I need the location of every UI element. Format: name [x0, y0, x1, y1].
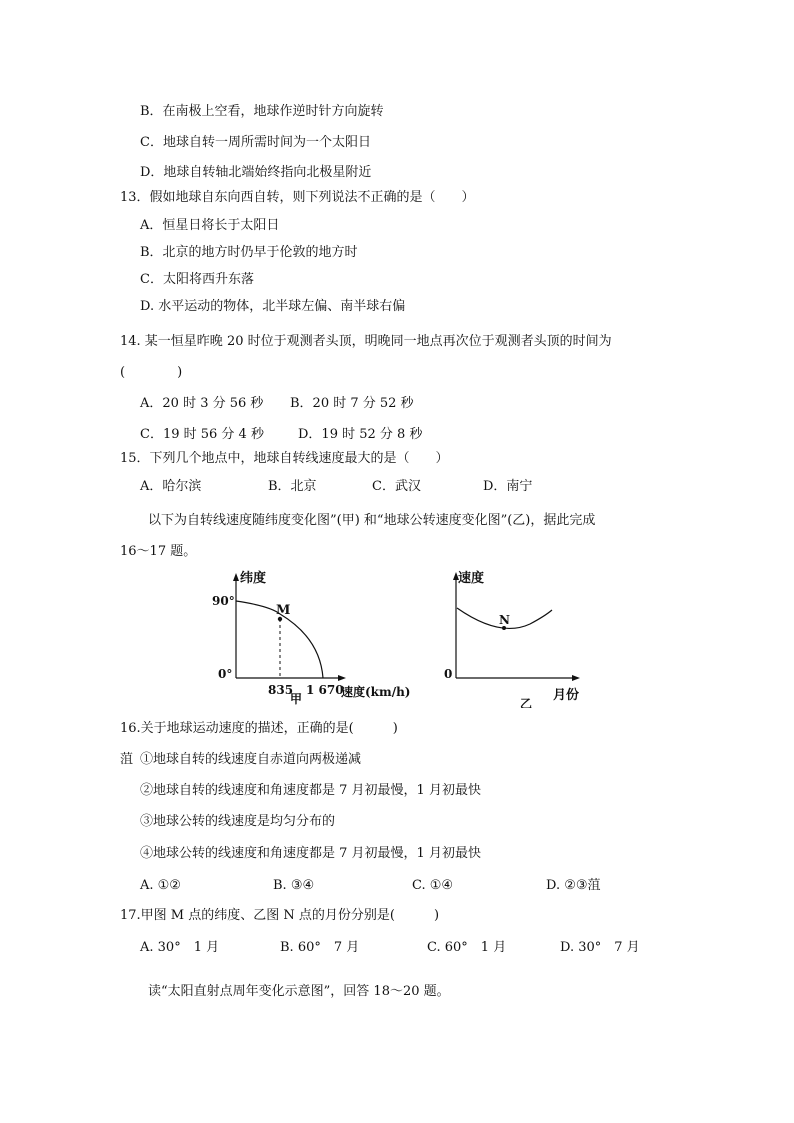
- q12-option-c: C．地球自转一周所需时间为一个太阳日: [140, 135, 371, 150]
- q15-stem: 15．下列几个地点中，地球自转线速度最大的是（ ）: [120, 451, 449, 466]
- q12-option-b: B．在南极上空看，地球作逆时针方向旋转: [140, 104, 384, 119]
- q16-option-d: D. ②③菹: [546, 878, 601, 893]
- intro-18-20: 读“太阳直射点周年变化示意图”，回答 18～20 题。: [148, 984, 450, 999]
- yi-origin: 0: [444, 667, 453, 681]
- jia-tick-1670: 1 670: [306, 682, 344, 697]
- yi-x-arrow: [572, 675, 580, 681]
- q14-option-d: D．19 时 52 分 8 秒: [298, 427, 423, 442]
- jia-xlabel: 速度(km/h): [341, 684, 410, 699]
- q13-stem: 13．假如地球自东向西自转，则下列说法不正确的是（ ）: [120, 190, 475, 205]
- q16-s1-prefix: 菹: [120, 752, 134, 767]
- jia-y-bottom: 0°: [218, 667, 233, 681]
- q17-option-c: C. 60° 1 月: [427, 940, 507, 955]
- yi-caption: 乙: [520, 697, 533, 708]
- q13-option-d: D. 水平运动的物体，北半球左偏、南半球右偏: [140, 299, 406, 314]
- figure-yi: [440, 568, 590, 708]
- jia-m-label: M: [276, 603, 291, 618]
- figure-jia: [210, 568, 410, 708]
- q13-option-b: B．北京的地方时仍早于伦敦的地方时: [140, 245, 358, 260]
- q17-option-b: B. 60° 7 月: [280, 940, 360, 955]
- yi-n-label: N: [499, 613, 510, 627]
- q14-option-c: C．19 时 56 分 4 秒: [140, 427, 264, 442]
- q17-option-a: A. 30° 1 月: [140, 940, 220, 955]
- q12-option-d: D．地球自转轴北端始终指向北极星附近: [140, 165, 372, 180]
- q14-option-b: B．20 时 7 分 52 秒: [290, 396, 414, 411]
- q15-option-a: A．哈尔滨: [140, 479, 202, 494]
- intro-16-17-line1: 以下为自转线速度随纬度变化图”(甲) 和“地球公转速度变化图”(乙)，据此完成: [148, 513, 596, 528]
- q15-option-d: D．南宁: [483, 479, 533, 494]
- jia-y-top: 90°: [212, 594, 235, 608]
- q15-option-b: B．北京: [268, 479, 317, 494]
- jia-y-arrow: [233, 573, 239, 581]
- jia-ylabel: 纬度: [240, 571, 267, 586]
- q16-option-b: B. ③④: [273, 878, 315, 893]
- q13-option-a: A．恒星日将长于太阳日: [140, 218, 280, 233]
- q16-statement-2: ②地球自转的线速度和角速度都是 7 月初最慢，1 月初最快: [140, 783, 481, 798]
- q14-option-a: A．20 时 3 分 56 秒: [140, 396, 264, 411]
- q13-option-c: C．太阳将西升东落: [140, 272, 254, 287]
- yi-ylabel: 速度: [458, 571, 485, 586]
- intro-16-17-line2: 16～17 题。: [120, 544, 197, 559]
- jia-tick-835: 835: [268, 682, 294, 697]
- q16-statement-4: ④地球公转的线速度和角速度都是 7 月初最慢，1 月初最快: [140, 846, 481, 861]
- q16-option-c: C. ①④: [412, 878, 454, 893]
- q14-stem: 14. 某一恒星昨晚 20 时位于观测者头顶，明晚同一地点再次位于观测者头顶的时间为: [120, 334, 612, 349]
- q16-stem: 16.关于地球运动速度的描述，正确的是( ): [120, 721, 398, 736]
- q14-paren: ( ): [120, 365, 183, 380]
- jia-x-arrow: [338, 675, 346, 681]
- jia-caption: 甲: [290, 692, 303, 706]
- q16-statement-1: ①地球自转的线速度自赤道向两极递减: [140, 752, 362, 767]
- q17-stem: 17.甲图 M 点的纬度、乙图 N 点的月份分别是( ): [120, 908, 440, 923]
- q16-option-a: A. ①②: [140, 878, 181, 893]
- q15-option-c: C．武汉: [372, 479, 421, 494]
- q16-statement-3: ③地球公转的线速度是均匀分布的: [140, 814, 336, 829]
- yi-xlabel: 月份: [553, 687, 580, 703]
- q17-option-d: D. 30° 7 月: [560, 940, 640, 955]
